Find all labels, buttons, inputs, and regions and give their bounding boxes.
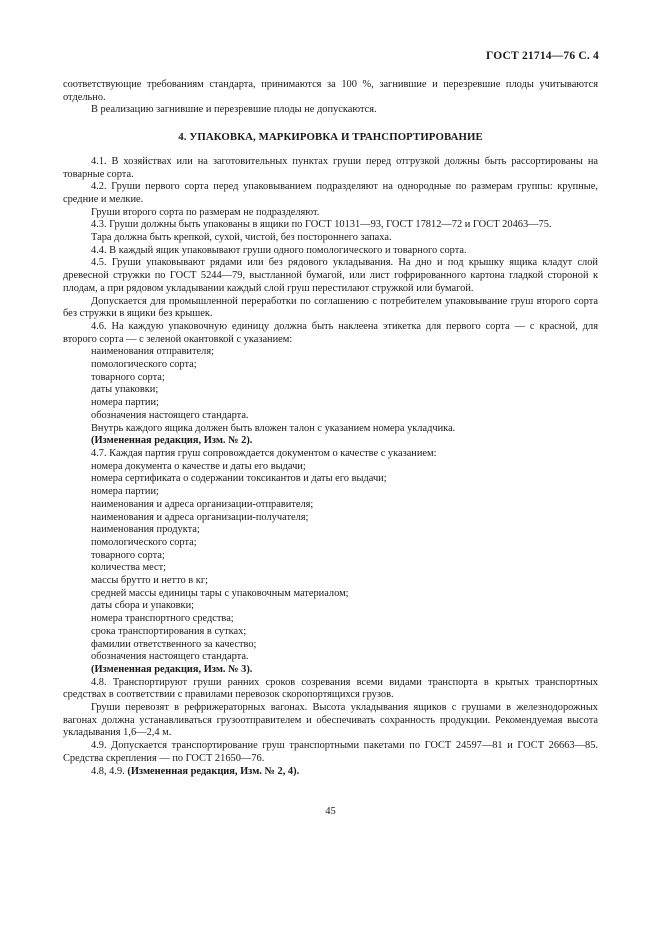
amendment-note: (Измененная редакция, Изм. № 3). (91, 663, 253, 675)
list-item: срока транспортирования в сутках; (91, 625, 247, 637)
list-item: обозначения настоящего стандарта. (91, 651, 249, 663)
list-item: номера транспортного средства; (91, 613, 234, 625)
list-item: наименования и адреса организации-получателя; (91, 511, 309, 523)
paragraph: 4.4. В каждый ящик упаковывают груши одного помологического и товарного сорта. (91, 244, 467, 256)
list-item: помологического сорта; (91, 536, 197, 548)
list-item: фамилии ответственного за качество; (91, 638, 257, 650)
paragraph: соответствующие требованиям стандарта, принимаются за 100 %, загнившие и перезревшие плоды учитываются отдельно. (63, 79, 598, 103)
main-text (63, 79, 598, 778)
amendment-note: (Измененная редакция, Изм. № 2). (91, 435, 253, 447)
list-item: номера партии; (91, 397, 159, 409)
paragraph: 4.6. На каждую упаковочную единицу должна быть наклеена этикетка для первого сорта — с красной, для второго сорта — с зеленой окантовкой с указанием: (63, 320, 598, 345)
list-item: номера сертификата о содержании токсикантов и даты его выдачи; (91, 473, 387, 485)
paragraph: 4.7. Каждая партия груш сопровождается документом о качестве с указанием: (91, 447, 437, 459)
paragraph: Тара должна быть крепкой, сухой, чистой, без постороннего запаха. (91, 232, 392, 244)
paragraph: 4.9. Допускается транспортирование груш транспортными пакетами по ГОСТ 24597—81 и ГОСТ 26663—85. Средства скрепления — по ГОСТ 21650—76. (63, 740, 598, 764)
list-item: наименования продукта; (91, 524, 200, 536)
running-header: ГОСТ 21714—76 С. 4 (486, 50, 599, 62)
list-item: номера документа о качестве и даты его выдачи; (91, 460, 306, 472)
list-item: товарного сорта; (91, 549, 165, 561)
list-item: товарного сорта; (91, 371, 165, 383)
paragraph: 4.1. В хозяйствах или на заготовительных пунктах груши перед отгрузкой должны быть рассортированы на товарные сорта. (63, 155, 598, 180)
paragraph: Внутрь каждого ящика должен быть вложен талон с указанием номера укладчика. (91, 422, 456, 434)
list-item: помологического сорта; (91, 359, 197, 371)
list-item: количества мест; (91, 562, 167, 574)
paragraph: Груши второго сорта по размерам не подразделяют. (91, 206, 320, 218)
list-item: даты сбора и упаковки; (91, 600, 195, 612)
clause-reference: 4.8, 4.9. (91, 765, 128, 777)
page-number: 45 (325, 806, 336, 817)
list-item: средней массы единицы тары с упаковочным материалом; (91, 587, 349, 599)
list-item: номера партии; (91, 486, 159, 498)
paragraph: В реализацию загнившие и перезревшие плоды не допускаются. (91, 104, 377, 116)
paragraph: 4.8. Транспортируют груши ранних сроков созревания всеми видами транспорта в крытых транспортных средствах в соответствии с правилами перевозок скоропортящихся грузов. (63, 676, 598, 701)
list-item: даты упаковки; (91, 384, 159, 396)
paragraph: 4.3. Груши должны быть упакованы в ящики по ГОСТ 10131—93, ГОСТ 17812—72 и ГОСТ 20463—75. (91, 219, 552, 231)
list-item: массы брутто и нетто в кг; (91, 575, 208, 587)
paragraph: 4.2. Груши первого сорта перед упаковыванием подразделяют на однородные по размерам группы: крупные, средние и мелкие. (63, 181, 598, 205)
amendment-note: (Измененная редакция, Изм. № 2, 4). (127, 765, 300, 777)
list-item: наименования отправителя; (91, 346, 214, 358)
amendment-line (63, 766, 598, 779)
section-title: 4. УПАКОВКА, МАРКИРОВКА И ТРАНСПОРТИРОВАНИЕ (178, 131, 483, 144)
paragraph: 4.5. Груши упаковывают рядами или без рядового укладывания. На дно и под крышку ящика кладут слой древесной стружки по ГОСТ 5244—79, выстланной бумагой, или лист гофрированного картона гладкой стороной к плодам, а при рядовом укладывании каждый слой груш перестилают стружкой или бумагой. (63, 257, 598, 294)
list-item: наименования и адреса организации-отправителя; (91, 498, 314, 510)
paragraph: Груши перевозят в рефрижераторных вагонах. Высота укладывания ящиков с грушами в железнодорожных вагонах должна устанавливаться грузоотправителем и обеспечивать сохранность продукции. Рекомендуемая высота укладывания 1,6—2,4 м. (63, 702, 598, 739)
paragraph: Допускается для промышленной переработки по соглашению с потребителем упаковывание груш второго сорта без стружки в ящики без крышек. (63, 295, 598, 320)
list-item: обозначения настоящего стандарта. (91, 409, 249, 421)
